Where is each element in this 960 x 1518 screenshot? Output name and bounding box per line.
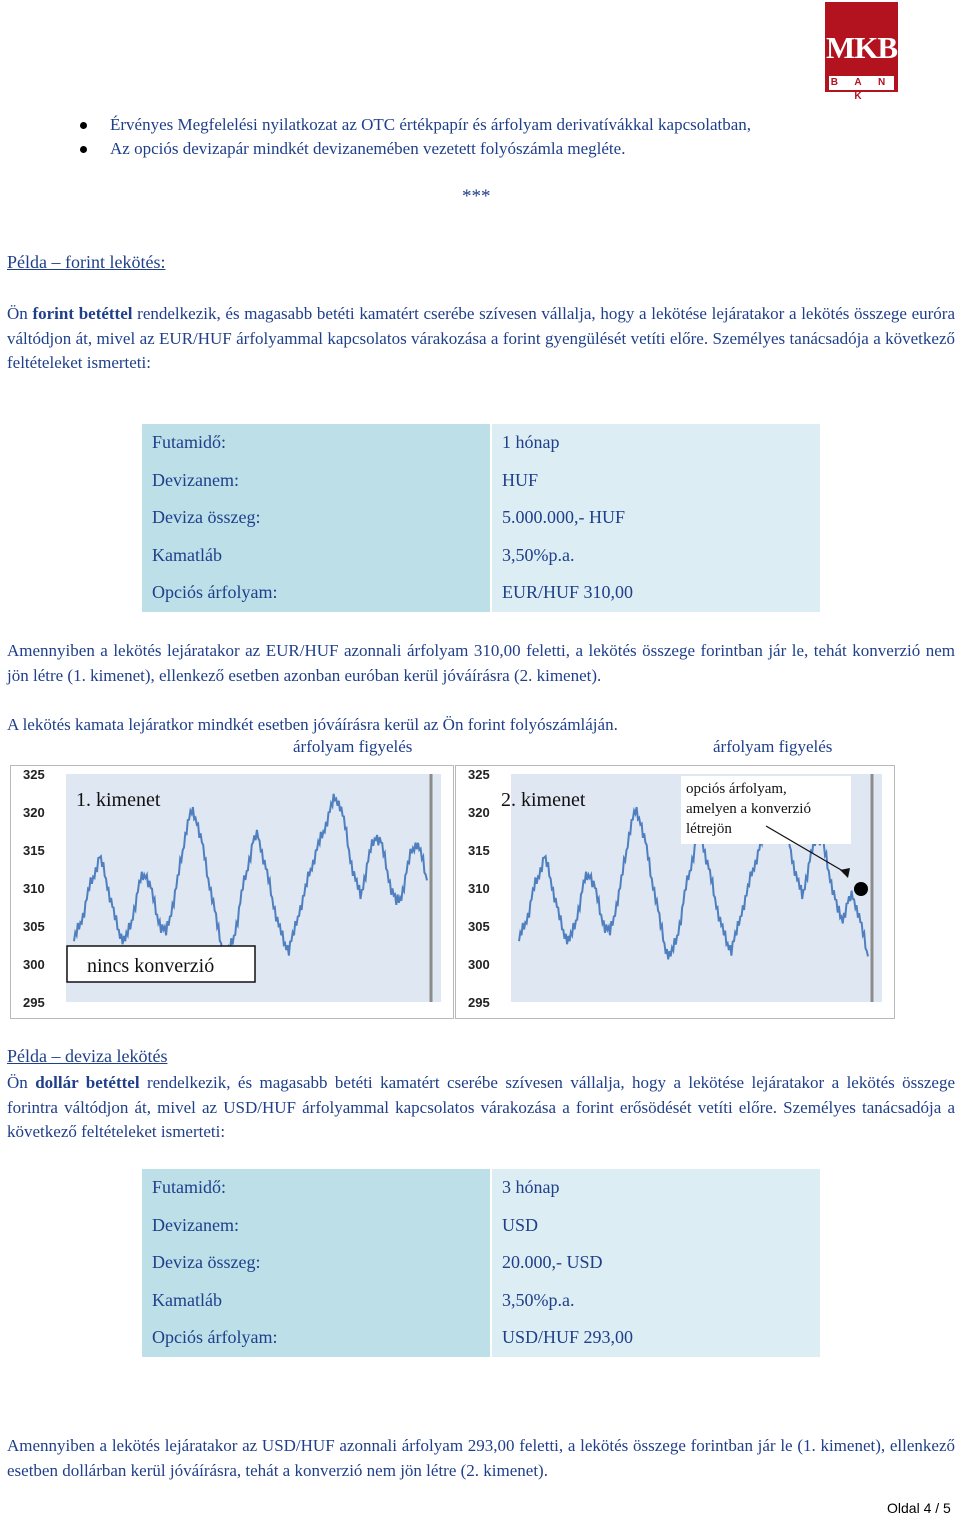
chart2 (455, 765, 895, 1019)
example2-intro: Ön dollár betéttel rendelkezik, és magasabb betéti kamatért cserébe szívesen vállalja, hogy a lekötése lejáratakor a lekötés összege forintra váltódjon át, mivel az USD/HUF árfolyammal kapcsolatos várakozása a forint erősödését vetíti előre. Személyes tanácsadója a következő feltételeket ismerteti: (7, 1073, 956, 1141)
table-row: Devizanem: HUF (142, 462, 820, 500)
y-tick-label: 325 (468, 767, 490, 782)
y-tick-label: 310 (23, 881, 45, 896)
y-tick-label: 315 (23, 843, 45, 858)
chart1 (10, 765, 454, 1019)
y-tick-label: 295 (468, 995, 490, 1010)
chart1-title: árfolyam figyelés (293, 737, 413, 756)
list-item: Az opciós devizapár mindkét devizanemében vezetett folyószámla megléte. (80, 137, 751, 161)
separator: *** (462, 186, 491, 207)
table-row: Kamatláb 3,50%p.a. (142, 1282, 820, 1320)
strike-marker (854, 882, 868, 896)
table-row: Opciós árfolyam: USD/HUF 293,00 (142, 1319, 820, 1357)
outcome-label: 2. kimenet (501, 789, 586, 811)
example1-terms-table (142, 424, 820, 612)
bullet-icon (80, 122, 87, 129)
annotation-text: opciós árfolyam, (686, 781, 787, 797)
y-tick-label: 300 (23, 957, 45, 972)
y-tick-label: 325 (23, 767, 45, 782)
y-tick-label: 315 (468, 843, 490, 858)
list-item: Érvényes Megfelelési nyilatkozat az OTC értékpapír és árfolyam derivatívákkal kapcsolatban, (80, 113, 751, 137)
page-number: Oldal 4 / 5 (887, 1500, 951, 1516)
table-row: Deviza összeg: 20.000,- USD (142, 1244, 820, 1282)
example1-outcome-text: Amennyiben a lekötés lejáratakor az EUR/HUF azonnali árfolyam 310,00 feletti, a lekötés összege forintban jár le, tehát konverzió nem jön létre (1. kimenet), ellenkező esetben azonban euróban kerül jóváírásra (2. kimenet). (7, 641, 955, 685)
y-tick-label: 300 (468, 957, 490, 972)
logo-sub: B A N K (830, 77, 893, 102)
example2-outcome-text: Amennyiben a lekötés lejáratakor az USD/HUF azonnali árfolyam 293,00 feletti, a lekötés összege forintban jár le (1. kimenet), ellenkező esetben dollárban kerül jóváírásra, tehát a konverzió nem jön létre (2. kimenet). (7, 1436, 955, 1480)
mkb-bank-logo (825, 2, 898, 102)
example1-interest-text: A lekötés kamata lejáratkor mindkét esetben jóváírásra kerül az Ön forint folyószámláján. (7, 715, 618, 734)
chart1-svg (11, 766, 453, 1018)
example1-intro: Ön forint betéttel rendelkezik, és magasabb betéti kamatért cserébe szívesen vállalja, hogy a lekötése lejáratakor a lekötés összege euróra váltódjon át, mivel az EUR/HUF árfolyammal kapcsolatos várakozása a forint gyengülését vetíti előre. Személyes tanácsadója a következő feltételeket ismerteti: (7, 304, 956, 372)
y-tick-label: 295 (23, 995, 45, 1010)
logo-brand: MKB (825, 30, 898, 65)
y-tick-label: 320 (468, 805, 490, 820)
chart2-svg (456, 766, 894, 1018)
example1-heading: Példa – forint lekötés: (7, 252, 166, 272)
chart2-title: árfolyam figyelés (713, 737, 833, 756)
annotation-text: amelyen a konverzió (686, 801, 811, 817)
annotation-text: nincs konverzió (87, 955, 215, 977)
outcome-label: 1. kimenet (76, 789, 161, 811)
example2-terms-table (142, 1169, 820, 1357)
requirements-list (80, 113, 751, 161)
table-row: Opciós árfolyam: EUR/HUF 310,00 (142, 574, 820, 612)
bullet-icon (80, 146, 87, 153)
y-tick-label: 320 (23, 805, 45, 820)
y-tick-label: 310 (468, 881, 490, 896)
y-tick-label: 305 (468, 919, 490, 934)
table-row: Futamidő: 3 hónap (142, 1169, 820, 1207)
y-tick-label: 305 (23, 919, 45, 934)
table-row: Kamatláb 3,50%p.a. (142, 537, 820, 575)
example2-heading: Példa – deviza lekötés (7, 1046, 168, 1066)
annotation-text: létrejön (686, 821, 732, 837)
table-row: Deviza összeg: 5.000.000,- HUF (142, 499, 820, 537)
table-row: Futamidő: 1 hónap (142, 424, 820, 462)
table-row: Devizanem: USD (142, 1207, 820, 1245)
